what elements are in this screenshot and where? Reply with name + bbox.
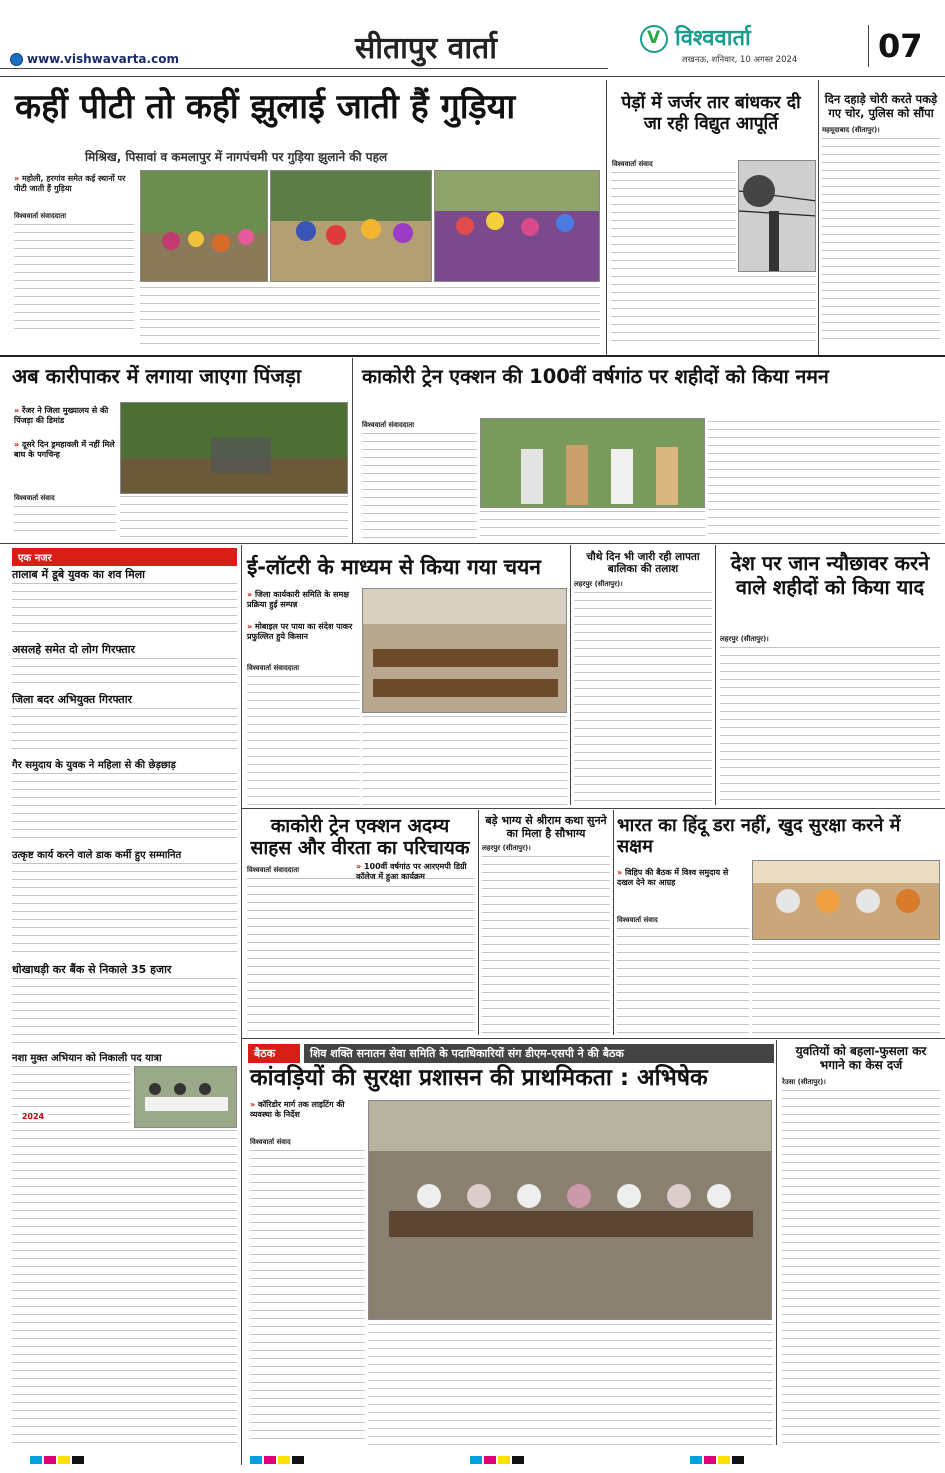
story13-columns	[368, 1324, 772, 1445]
brief-7-photo	[134, 1066, 237, 1128]
story11-kicker: » विहिप की बैठक में विश्व समुदाय से दखल देने का आग्रह	[617, 868, 729, 887]
brief-3-text	[12, 708, 237, 753]
story12-text	[782, 1090, 940, 1445]
story5-columns	[480, 511, 705, 538]
story13-headline: कांवड़ियों की सुरक्षा प्रशासन की प्राथमिकता : अभिषेक	[250, 1065, 708, 1091]
site-url[interactable]: www.vishwavarta.com	[27, 52, 179, 66]
story10-credit: लहरपुर (सीतापुर)।	[482, 844, 531, 852]
story7-text	[574, 592, 712, 805]
brief-5-title: उत्कृष्ट कार्य करने वाले डाक कर्मी हुए सम्मानित	[12, 850, 182, 861]
registration-swatch	[30, 1456, 42, 1464]
story1-text	[14, 224, 134, 334]
story5-text	[362, 433, 477, 538]
story11-credit: विश्ववार्ता संवाद	[617, 916, 658, 924]
story11-photo	[752, 860, 940, 940]
brief-4-title: गैर समुदाय के युवक ने महिला से की छेड़छाड़	[12, 760, 176, 771]
story7-credit: लहरपुर (सीतापुर)।	[574, 580, 623, 588]
logo-v-icon: V	[647, 28, 661, 48]
brief-7-title: नशा मुक्त अभियान को निकाली पद यात्रा	[12, 1053, 162, 1064]
story4-bullet-2: » दूसरे दिन ड्रमहावली में नहीं मिले बाघ के पगचिन्ह	[14, 440, 115, 459]
story6-columns	[362, 716, 567, 806]
registration-swatch	[58, 1456, 70, 1464]
story5-credit: विश्ववार्ता संवाददाता	[362, 421, 415, 429]
story4-bullet-1: » रेंजर ने जिला मुख्यालय से की पिंजड़ा की डिमांड	[14, 406, 109, 425]
registration-swatch	[484, 1456, 496, 1464]
bullet-icon: »	[14, 174, 22, 183]
story13-tag: बैठक	[248, 1044, 300, 1063]
registration-swatch	[498, 1456, 510, 1464]
bullet-icon: »	[250, 1100, 258, 1109]
brief-3-title: जिला बदर अभियुक्त गिरफ्तार	[12, 693, 133, 706]
story1-headline: कहीं पीटी तो कहीं झुलाई जाती हैं गुड़िया	[15, 87, 516, 127]
registration-swatch	[690, 1456, 702, 1464]
story13-photo-banner: 2024	[18, 1112, 48, 1121]
registration-swatch	[718, 1456, 730, 1464]
story2-text	[612, 172, 736, 272]
story3-text	[822, 138, 940, 343]
masthead	[0, 0, 945, 78]
story11-headline: भारत का हिंदू डरा नहीं, खुद सुरक्षा करने में सक्षम	[617, 815, 901, 858]
story9-kicker: » 100वीं वर्षगांठ पर आरएमपी डिग्री कॉलेज में हुआ कार्यक्रम	[356, 862, 467, 881]
story4-headline: अब कारीपाकर में लगाया जाएगा पिंजड़ा	[12, 364, 302, 388]
story5-photo	[480, 418, 705, 508]
story3-credit: महमूदाबाद (सीतापुर)।	[822, 126, 880, 134]
story5-headline: काकोरी ट्रेन एक्शन की 100वीं वर्षगांठ पर शहीदों को किया नमन	[362, 365, 829, 388]
story10-text	[482, 856, 610, 1033]
brief-2-title: असलहे समेत दो लोग गिरफ्तार	[12, 643, 136, 656]
story1-credit: विश्ववार्ता संवाददाता	[14, 212, 67, 220]
story12-credit: रेउसा (सीतापुर)।	[782, 1078, 826, 1086]
story11-text	[617, 928, 749, 1033]
story13-kicker: » कॉरिडोर मार्ग तक लाइटिंग की व्यवस्था के निर्देश	[250, 1100, 345, 1119]
story4-credit: विश्ववार्ता संवाद	[14, 494, 55, 502]
story4-text	[14, 506, 116, 536]
dateline: लखनऊ, शनिवार, 10 अगस्त 2024	[682, 55, 798, 65]
story13-strap: शिव शक्ति सनातन सेवा समिति के पदाधिकारियों संग डीएम-एसपी ने की बैठक	[304, 1044, 774, 1063]
registration-swatch	[292, 1456, 304, 1464]
story13-photo	[368, 1100, 772, 1320]
brief-1-text	[12, 583, 237, 638]
story8-text	[720, 647, 940, 805]
registration-swatch	[72, 1456, 84, 1464]
story4-photo	[120, 402, 348, 494]
story9-credit: विश्ववार्ता संवाददाता	[247, 866, 300, 874]
story9-headline: काकोरी ट्रेन एक्शन अदम्य साहस और वीरता का परिचायक	[250, 815, 470, 860]
registration-swatch	[250, 1456, 262, 1464]
bullet-icon: »	[356, 862, 364, 871]
story8-headline: देश पर जान न्यौछावर करने वाले शहीदों को किया याद	[730, 551, 930, 599]
story1-subhead: मिश्रिख, पिसावां व कमलापुर में नागपंचमी पर गुड़िया झुलाने की पहल	[85, 150, 388, 164]
bullet-icon: »	[247, 622, 255, 631]
registration-swatch	[44, 1456, 56, 1464]
briefs-label: एक नजर	[12, 548, 237, 566]
brief-7-text-2	[12, 1130, 237, 1450]
registration-swatch	[470, 1456, 482, 1464]
story4-columns	[120, 496, 348, 538]
registration-swatch	[264, 1456, 276, 1464]
story8-credit: लहरपुर (सीतापुर)।	[720, 635, 769, 643]
brief-2-text	[12, 658, 237, 688]
story1-kicker: » महोली, हरगांव समेत कई स्थानों पर पीटी जाती हैं गुड़िया	[14, 174, 126, 193]
brief-1-title: तालाब में डूबे युवक का शव मिला	[12, 568, 145, 581]
registration-swatch	[732, 1456, 744, 1464]
story6-text	[247, 676, 359, 806]
story6-bullet-2: » मोबाइल पर पाया का संदेश पाकर प्रफुल्लित हुये किसान	[247, 622, 353, 641]
registration-swatch	[278, 1456, 290, 1464]
registration-swatch	[512, 1456, 524, 1464]
brief-6-title: धोखाधड़ी कर बैंक से निकाले 35 हजार	[12, 963, 172, 976]
brief-4-text	[12, 773, 237, 843]
story6-photo	[362, 588, 567, 713]
brief-5-text	[12, 863, 237, 958]
story6-bullet-1: » जिला कार्यकारी समिति के समक्ष प्रक्रिया हुई सम्पन्न	[247, 590, 349, 609]
story9-text	[247, 878, 475, 1033]
story1-photo-1	[140, 170, 268, 282]
globe-icon	[10, 53, 23, 66]
bullet-icon: »	[14, 440, 22, 449]
story12-headline: युवतियों को बहला-फुसला कर भगाने का केस दर्ज	[795, 1044, 927, 1073]
story1-columns	[140, 287, 600, 349]
story2-columns	[612, 276, 816, 342]
story6-headline: ई-लॉटरी के माध्यम से किया गया चयन	[247, 555, 541, 579]
story1-photo-2	[270, 170, 432, 282]
story6-credit: विश्ववार्ता संवाददाता	[247, 664, 300, 672]
bullet-icon: »	[247, 590, 255, 599]
story2-headline: पेड़ों में जर्जर तार बांधकर दी जा रही विद्युत आपूर्ति	[621, 93, 801, 134]
story2-photo	[738, 160, 816, 272]
page-number: 07	[878, 27, 923, 65]
brief-6-text	[12, 978, 237, 1046]
section-title: सीतापुर वार्ता	[355, 31, 497, 66]
registration-swatch	[704, 1456, 716, 1464]
story13-text	[250, 1150, 365, 1445]
story1-photo-3	[434, 170, 600, 282]
story3-headline: दिन दहाड़े चोरी करते पकड़े गए चोर, पुलिस को सौंपा	[824, 92, 938, 120]
logo-text: विश्ववार्ता	[675, 26, 751, 51]
story5-columns-2	[708, 421, 940, 538]
story13-credit: विश्ववार्ता संवाद	[250, 1138, 291, 1146]
story2-credit: विश्ववार्ता संवाद	[612, 160, 653, 168]
bullet-icon: »	[14, 406, 22, 415]
print-color-bar	[0, 1452, 945, 1468]
bullet-icon: »	[617, 868, 625, 877]
story10-headline: बड़े भाग्य से श्रीराम कथा सुनने का मिला है सौभाग्य	[485, 814, 607, 840]
story11-columns	[752, 944, 940, 1033]
story7-headline: चौथे दिन भी जारी रही लापता बालिका की तलाश	[586, 551, 700, 576]
